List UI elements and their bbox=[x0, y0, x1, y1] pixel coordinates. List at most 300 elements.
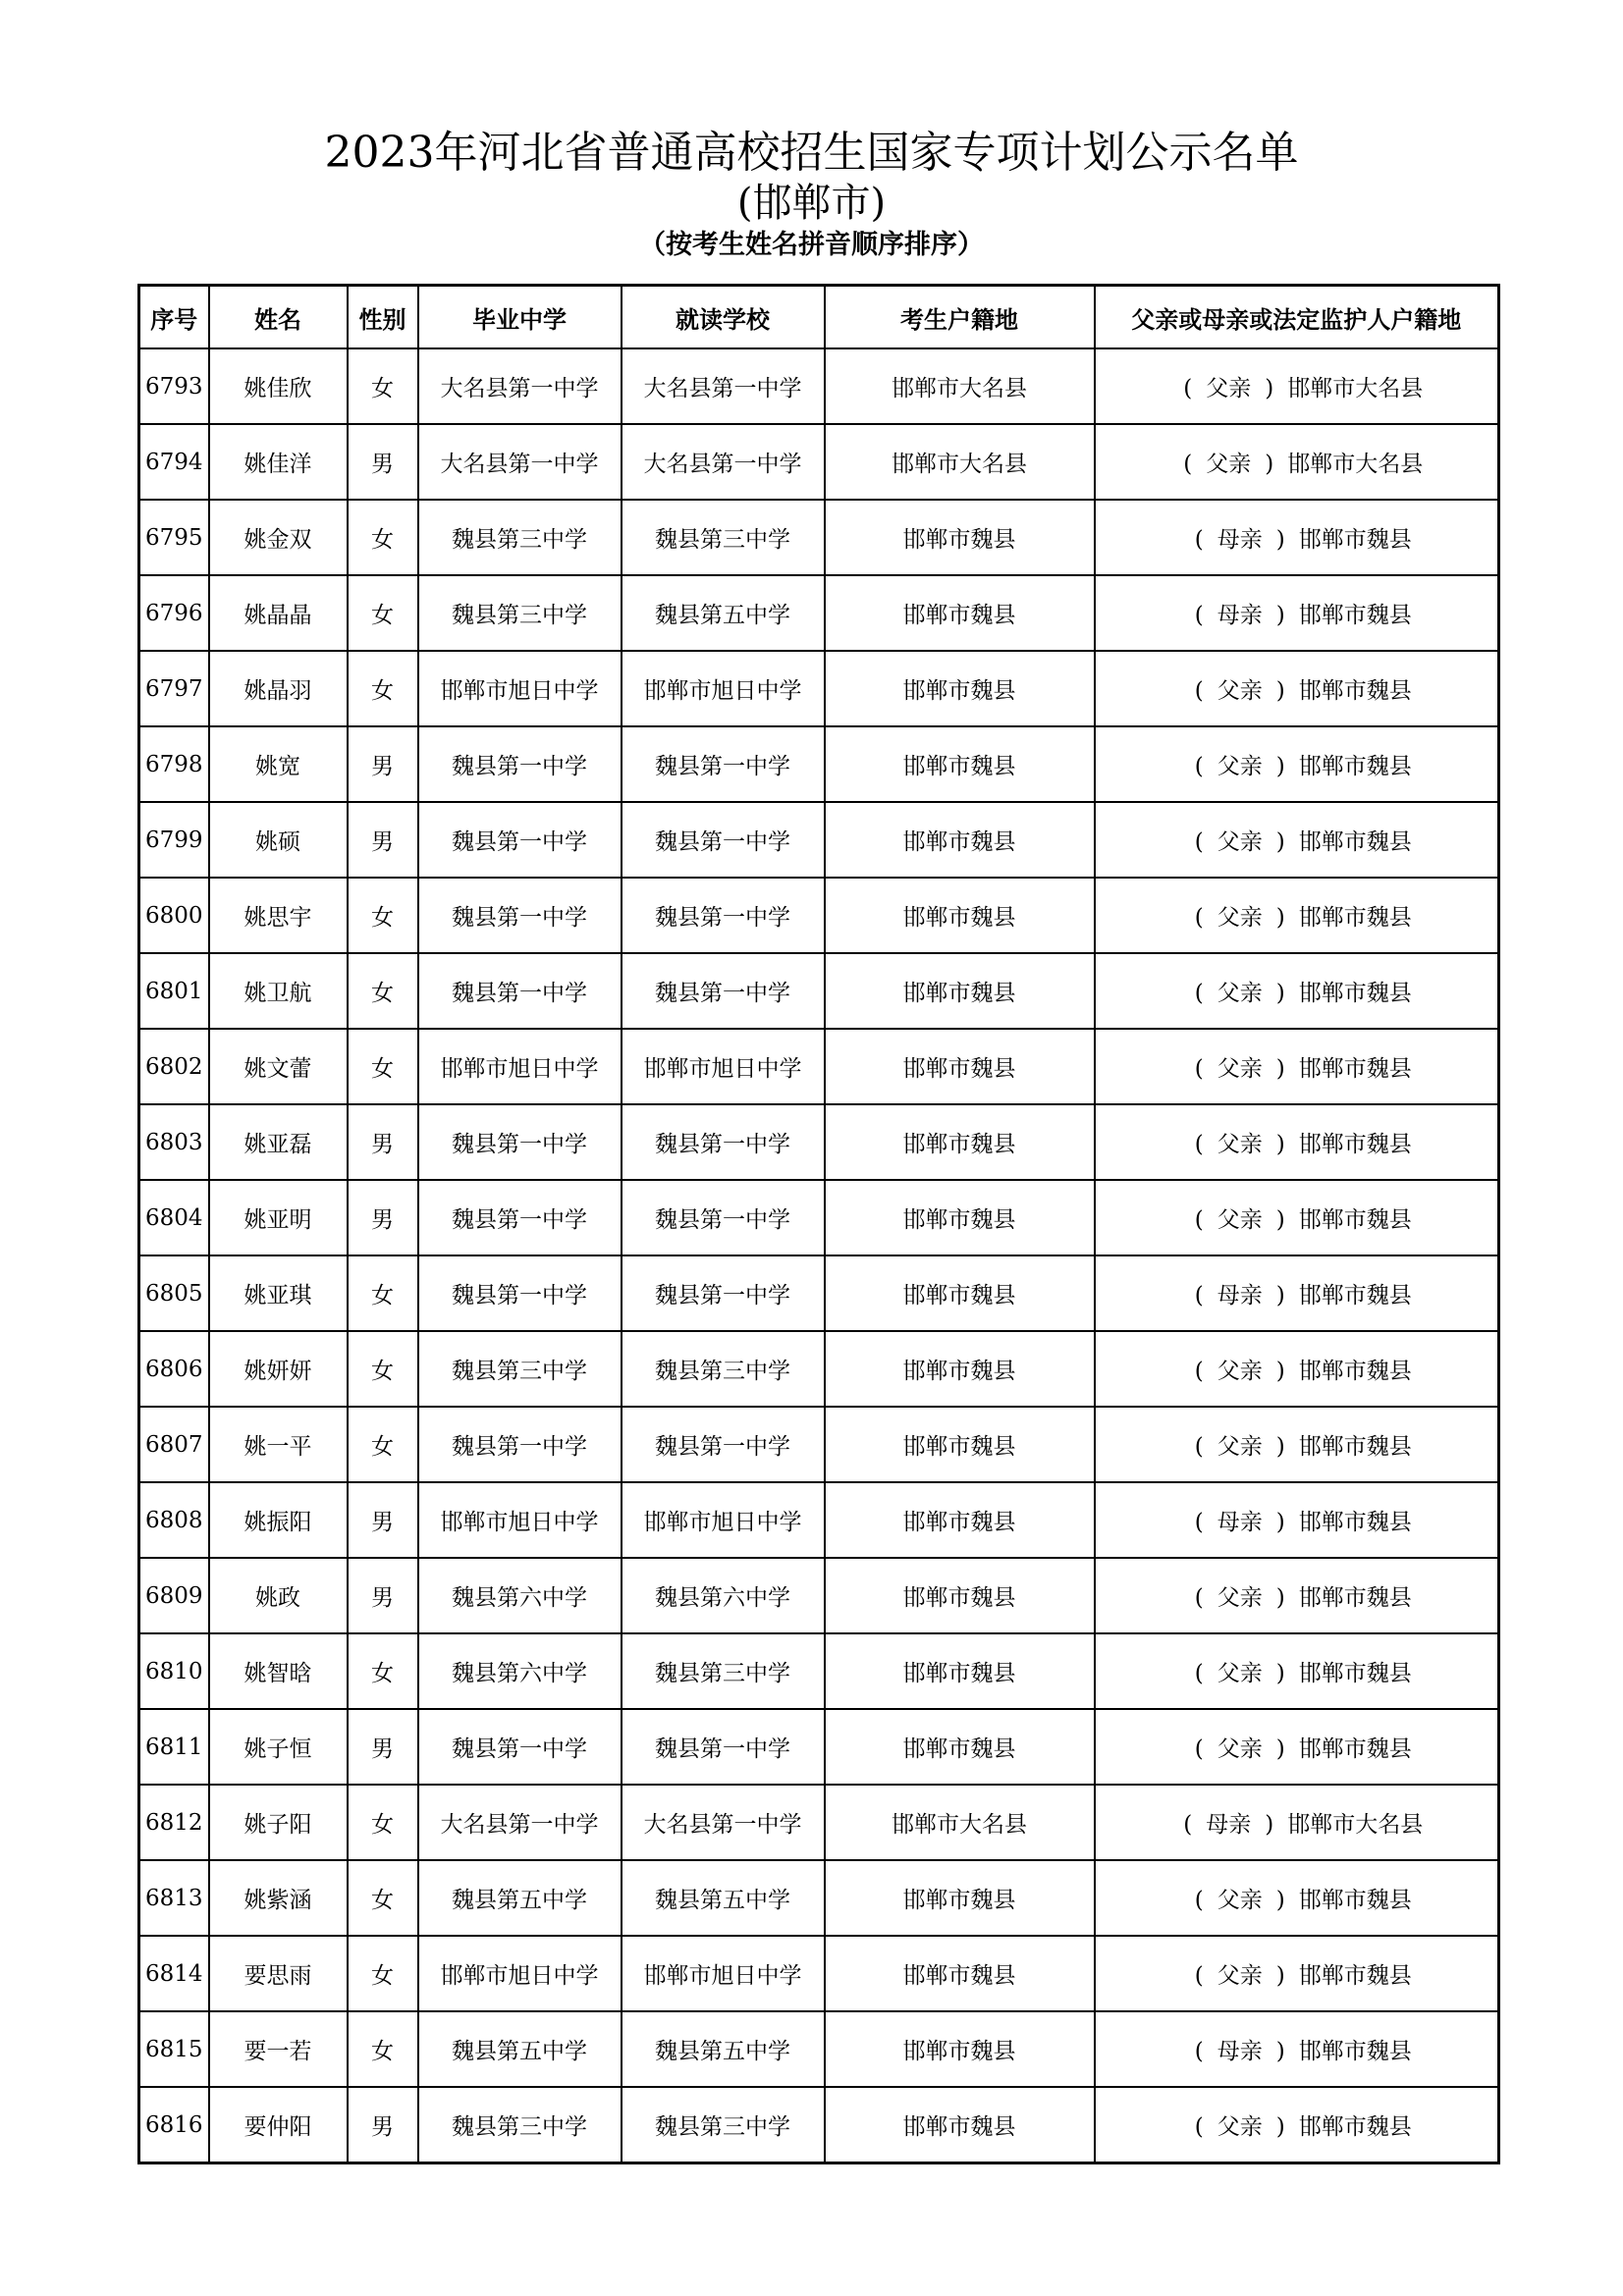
guardian-relation: 父亲 bbox=[1217, 1056, 1263, 1082]
open-paren: ( bbox=[1194, 754, 1204, 779]
cell-guardian bbox=[1095, 348, 1499, 424]
cell-grad-school: 大名县第一中学 bbox=[418, 1785, 622, 1860]
cell-guardian bbox=[1095, 1785, 1499, 1860]
cell-name: 姚振阳 bbox=[209, 1482, 348, 1558]
cell-residence: 邯郸市魏县 bbox=[825, 1029, 1095, 1104]
cell-guardian bbox=[1095, 1331, 1499, 1407]
cell-no: 6811 bbox=[139, 1709, 209, 1785]
cell-name: 姚文蕾 bbox=[209, 1029, 348, 1104]
cell-gender: 女 bbox=[348, 1936, 418, 2011]
guardian-relation: 母亲 bbox=[1217, 1283, 1263, 1308]
table-row bbox=[139, 651, 1499, 726]
cell-name: 姚一平 bbox=[209, 1407, 348, 1482]
open-paren: ( bbox=[1194, 1585, 1204, 1611]
cell-guardian bbox=[1095, 1633, 1499, 1709]
cell-grad-school: 邯郸市旭日中学 bbox=[418, 1029, 622, 1104]
open-paren: ( bbox=[1194, 829, 1204, 855]
cell-guardian bbox=[1095, 1482, 1499, 1558]
open-paren: ( bbox=[1194, 1132, 1204, 1157]
table-row bbox=[139, 1255, 1499, 1331]
cell-guardian bbox=[1095, 651, 1499, 726]
cell-grad-school: 魏县第一中学 bbox=[418, 1180, 622, 1255]
cell-no: 6807 bbox=[139, 1407, 209, 1482]
guardian-relation: 父亲 bbox=[1217, 1359, 1263, 1384]
guardian-relation: 父亲 bbox=[1217, 1434, 1263, 1460]
close-paren: ) bbox=[1275, 829, 1285, 855]
open-paren: ( bbox=[1194, 905, 1204, 931]
table-row bbox=[139, 1482, 1499, 1558]
cell-study-school: 魏县第五中学 bbox=[622, 2011, 825, 2087]
cell-guardian bbox=[1095, 1860, 1499, 1936]
table-row bbox=[139, 1407, 1499, 1482]
guardian-place: 邯郸市魏县 bbox=[1298, 754, 1412, 779]
cell-guardian bbox=[1095, 1029, 1499, 1104]
cell-grad-school: 魏县第一中学 bbox=[418, 1255, 622, 1331]
cell-study-school: 魏县第一中学 bbox=[622, 1407, 825, 1482]
cell-residence: 邯郸市魏县 bbox=[825, 500, 1095, 575]
roster-body bbox=[139, 348, 1499, 2163]
close-paren: ) bbox=[1275, 678, 1285, 704]
cell-grad-school: 邯郸市旭日中学 bbox=[418, 1936, 622, 2011]
cell-study-school: 魏县第一中学 bbox=[622, 1180, 825, 1255]
guardian-place: 邯郸市大名县 bbox=[1287, 376, 1424, 401]
open-paren: ( bbox=[1194, 1510, 1204, 1535]
close-paren: ) bbox=[1275, 1888, 1285, 1913]
cell-name: 姚亚磊 bbox=[209, 1104, 348, 1180]
cell-study-school: 魏县第一中学 bbox=[622, 802, 825, 878]
cell-gender: 女 bbox=[348, 1029, 418, 1104]
cell-guardian bbox=[1095, 1104, 1499, 1180]
close-paren: ) bbox=[1275, 527, 1285, 553]
cell-name: 要思雨 bbox=[209, 1936, 348, 2011]
guardian-relation: 母亲 bbox=[1217, 527, 1263, 553]
guardian-place: 邯郸市魏县 bbox=[1298, 1888, 1412, 1913]
guardian-place: 邯郸市魏县 bbox=[1298, 2114, 1412, 2140]
cell-residence: 邯郸市魏县 bbox=[825, 1482, 1095, 1558]
guardian-place: 邯郸市魏县 bbox=[1298, 1585, 1412, 1611]
guardian-relation: 父亲 bbox=[1217, 1207, 1263, 1233]
guardian-relation: 父亲 bbox=[1217, 1132, 1263, 1157]
open-paren: ( bbox=[1194, 981, 1204, 1006]
guardian-relation: 母亲 bbox=[1217, 2039, 1263, 2064]
table-row bbox=[139, 1104, 1499, 1180]
cell-gender: 女 bbox=[348, 1785, 418, 1860]
cell-name: 姚政 bbox=[209, 1558, 348, 1633]
guardian-place: 邯郸市魏县 bbox=[1298, 829, 1412, 855]
cell-no: 6796 bbox=[139, 575, 209, 651]
cell-no: 6815 bbox=[139, 2011, 209, 2087]
close-paren: ) bbox=[1275, 1585, 1285, 1611]
cell-no: 6802 bbox=[139, 1029, 209, 1104]
table-row bbox=[139, 726, 1499, 802]
open-paren: ( bbox=[1194, 1661, 1204, 1686]
close-paren: ) bbox=[1275, 1963, 1285, 1989]
header-no: 序号 bbox=[139, 286, 209, 349]
cell-no: 6805 bbox=[139, 1255, 209, 1331]
cell-residence: 邯郸市魏县 bbox=[825, 1558, 1095, 1633]
open-paren: ( bbox=[1183, 452, 1193, 477]
cell-name: 姚金双 bbox=[209, 500, 348, 575]
guardian-relation: 父亲 bbox=[1217, 2114, 1263, 2140]
header-name: 姓名 bbox=[209, 286, 348, 349]
table-row bbox=[139, 1936, 1499, 2011]
open-paren: ( bbox=[1194, 1736, 1204, 1762]
cell-name: 姚佳欣 bbox=[209, 348, 348, 424]
open-paren: ( bbox=[1183, 1812, 1193, 1838]
document-subtitle: (邯郸市) bbox=[736, 181, 887, 226]
cell-gender: 女 bbox=[348, 1255, 418, 1331]
cell-name: 姚亚琪 bbox=[209, 1255, 348, 1331]
open-paren: ( bbox=[1194, 1056, 1204, 1082]
header-grad-school: 毕业中学 bbox=[418, 286, 622, 349]
guardian-relation: 父亲 bbox=[1217, 1661, 1263, 1686]
cell-no: 6799 bbox=[139, 802, 209, 878]
guardian-place: 邯郸市魏县 bbox=[1298, 1963, 1412, 1989]
cell-residence: 邯郸市大名县 bbox=[825, 348, 1095, 424]
cell-gender: 男 bbox=[348, 1104, 418, 1180]
guardian-relation: 父亲 bbox=[1217, 905, 1263, 931]
cell-residence: 邯郸市大名县 bbox=[825, 1785, 1095, 1860]
cell-no: 6816 bbox=[139, 2087, 209, 2163]
cell-gender: 女 bbox=[348, 348, 418, 424]
cell-gender: 男 bbox=[348, 726, 418, 802]
cell-name: 姚妍妍 bbox=[209, 1331, 348, 1407]
guardian-place: 邯郸市魏县 bbox=[1298, 1207, 1412, 1233]
table-row bbox=[139, 2087, 1499, 2163]
close-paren: ) bbox=[1275, 1056, 1285, 1082]
cell-grad-school: 魏县第一中学 bbox=[418, 726, 622, 802]
table-row bbox=[139, 878, 1499, 953]
cell-gender: 男 bbox=[348, 1558, 418, 1633]
cell-study-school: 邯郸市旭日中学 bbox=[622, 1482, 825, 1558]
cell-name: 姚晶晶 bbox=[209, 575, 348, 651]
cell-guardian bbox=[1095, 878, 1499, 953]
guardian-place: 邯郸市魏县 bbox=[1298, 1359, 1412, 1384]
cell-guardian bbox=[1095, 1255, 1499, 1331]
guardian-relation: 父亲 bbox=[1217, 1963, 1263, 1989]
cell-no: 6797 bbox=[139, 651, 209, 726]
open-paren: ( bbox=[1194, 1359, 1204, 1384]
table-row bbox=[139, 2011, 1499, 2087]
table-row bbox=[139, 1633, 1499, 1709]
cell-no: 6803 bbox=[139, 1104, 209, 1180]
close-paren: ) bbox=[1275, 2114, 1285, 2140]
cell-grad-school: 魏县第五中学 bbox=[418, 2011, 622, 2087]
cell-grad-school: 魏县第一中学 bbox=[418, 953, 622, 1029]
cell-gender: 男 bbox=[348, 2087, 418, 2163]
cell-study-school: 魏县第六中学 bbox=[622, 1558, 825, 1633]
cell-gender: 男 bbox=[348, 1482, 418, 1558]
open-paren: ( bbox=[1194, 527, 1204, 553]
cell-name: 姚佳洋 bbox=[209, 424, 348, 500]
cell-name: 姚硕 bbox=[209, 802, 348, 878]
table-row bbox=[139, 1331, 1499, 1407]
close-paren: ) bbox=[1275, 754, 1285, 779]
guardian-place: 邯郸市魏县 bbox=[1298, 1510, 1412, 1535]
cell-study-school: 魏县第三中学 bbox=[622, 1633, 825, 1709]
cell-residence: 邯郸市魏县 bbox=[825, 1255, 1095, 1331]
guardian-place: 邯郸市魏县 bbox=[1298, 2039, 1412, 2064]
cell-residence: 邯郸市魏县 bbox=[825, 1407, 1095, 1482]
cell-guardian bbox=[1095, 575, 1499, 651]
cell-grad-school: 大名县第一中学 bbox=[418, 424, 622, 500]
cell-residence: 邯郸市魏县 bbox=[825, 2087, 1095, 2163]
cell-guardian bbox=[1095, 953, 1499, 1029]
cell-study-school: 魏县第五中学 bbox=[622, 575, 825, 651]
guardian-relation: 父亲 bbox=[1206, 376, 1252, 401]
close-paren: ) bbox=[1275, 905, 1285, 931]
cell-guardian bbox=[1095, 802, 1499, 878]
close-paren: ) bbox=[1275, 2039, 1285, 2064]
cell-gender: 女 bbox=[348, 953, 418, 1029]
close-paren: ) bbox=[1265, 452, 1274, 477]
guardian-place: 邯郸市魏县 bbox=[1298, 905, 1412, 931]
cell-grad-school: 魏县第一中学 bbox=[418, 1709, 622, 1785]
cell-grad-school: 魏县第六中学 bbox=[418, 1633, 622, 1709]
cell-no: 6798 bbox=[139, 726, 209, 802]
cell-study-school: 邯郸市旭日中学 bbox=[622, 1936, 825, 2011]
cell-grad-school: 魏县第一中学 bbox=[418, 1407, 622, 1482]
cell-study-school: 魏县第一中学 bbox=[622, 878, 825, 953]
guardian-place: 邯郸市魏县 bbox=[1298, 527, 1412, 553]
guardian-relation: 父亲 bbox=[1217, 1585, 1263, 1611]
cell-residence: 邯郸市魏县 bbox=[825, 575, 1095, 651]
close-paren: ) bbox=[1275, 1434, 1285, 1460]
close-paren: ) bbox=[1275, 1510, 1285, 1535]
close-paren: ) bbox=[1265, 376, 1274, 401]
cell-name: 姚智晗 bbox=[209, 1633, 348, 1709]
open-paren: ( bbox=[1194, 1283, 1204, 1308]
table-row bbox=[139, 1029, 1499, 1104]
cell-guardian bbox=[1095, 726, 1499, 802]
guardian-relation: 母亲 bbox=[1206, 1812, 1252, 1838]
cell-study-school: 大名县第一中学 bbox=[622, 1785, 825, 1860]
cell-study-school: 魏县第一中学 bbox=[622, 726, 825, 802]
open-paren: ( bbox=[1194, 678, 1204, 704]
table-header-row bbox=[139, 286, 1499, 349]
open-paren: ( bbox=[1194, 2114, 1204, 2140]
guardian-place: 邯郸市魏县 bbox=[1298, 981, 1412, 1006]
cell-grad-school: 魏县第六中学 bbox=[418, 1558, 622, 1633]
cell-residence: 邯郸市魏县 bbox=[825, 726, 1095, 802]
open-paren: ( bbox=[1194, 603, 1204, 628]
cell-grad-school: 魏县第五中学 bbox=[418, 1860, 622, 1936]
close-paren: ) bbox=[1275, 1207, 1285, 1233]
guardian-place: 邯郸市魏县 bbox=[1298, 603, 1412, 628]
cell-gender: 女 bbox=[348, 2011, 418, 2087]
open-paren: ( bbox=[1194, 1963, 1204, 1989]
guardian-relation: 父亲 bbox=[1206, 452, 1252, 477]
close-paren: ) bbox=[1265, 1812, 1274, 1838]
close-paren: ) bbox=[1275, 603, 1285, 628]
cell-grad-school: 魏县第三中学 bbox=[418, 500, 622, 575]
cell-residence: 邯郸市魏县 bbox=[825, 1633, 1095, 1709]
close-paren: ) bbox=[1275, 1283, 1285, 1308]
open-paren: ( bbox=[1194, 2039, 1204, 2064]
cell-guardian bbox=[1095, 424, 1499, 500]
cell-no: 6793 bbox=[139, 348, 209, 424]
guardian-relation: 母亲 bbox=[1217, 1510, 1263, 1535]
cell-no: 6814 bbox=[139, 1936, 209, 2011]
cell-gender: 男 bbox=[348, 424, 418, 500]
table-row bbox=[139, 575, 1499, 651]
guardian-place: 邯郸市魏县 bbox=[1298, 1132, 1412, 1157]
cell-grad-school: 魏县第三中学 bbox=[418, 575, 622, 651]
cell-gender: 女 bbox=[348, 878, 418, 953]
cell-no: 6800 bbox=[139, 878, 209, 953]
cell-grad-school: 魏县第一中学 bbox=[418, 1104, 622, 1180]
document-title: 2023年河北省普通高校招生国家专项计划公示名单 bbox=[324, 128, 1299, 178]
cell-grad-school: 魏县第三中学 bbox=[418, 2087, 622, 2163]
close-paren: ) bbox=[1275, 1132, 1285, 1157]
cell-study-school: 魏县第一中学 bbox=[622, 1255, 825, 1331]
cell-residence: 邯郸市大名县 bbox=[825, 424, 1095, 500]
open-paren: ( bbox=[1194, 1434, 1204, 1460]
cell-residence: 邯郸市魏县 bbox=[825, 953, 1095, 1029]
table-row bbox=[139, 1860, 1499, 1936]
cell-gender: 男 bbox=[348, 1180, 418, 1255]
cell-residence: 邯郸市魏县 bbox=[825, 1709, 1095, 1785]
guardian-relation: 父亲 bbox=[1217, 1736, 1263, 1762]
cell-name: 姚紫涵 bbox=[209, 1860, 348, 1936]
guardian-place: 邯郸市魏县 bbox=[1298, 1434, 1412, 1460]
cell-name: 姚宽 bbox=[209, 726, 348, 802]
cell-name: 姚思宇 bbox=[209, 878, 348, 953]
cell-guardian bbox=[1095, 2011, 1499, 2087]
table-row bbox=[139, 1785, 1499, 1860]
guardian-place: 邯郸市大名县 bbox=[1287, 1812, 1424, 1838]
cell-grad-school: 邯郸市旭日中学 bbox=[418, 1482, 622, 1558]
guardian-relation: 父亲 bbox=[1217, 829, 1263, 855]
cell-gender: 女 bbox=[348, 1331, 418, 1407]
cell-residence: 邯郸市魏县 bbox=[825, 1104, 1095, 1180]
cell-gender: 女 bbox=[348, 1860, 418, 1936]
cell-gender: 女 bbox=[348, 651, 418, 726]
cell-residence: 邯郸市魏县 bbox=[825, 1331, 1095, 1407]
cell-residence: 邯郸市魏县 bbox=[825, 2011, 1095, 2087]
cell-residence: 邯郸市魏县 bbox=[825, 1180, 1095, 1255]
close-paren: ) bbox=[1275, 1736, 1285, 1762]
cell-no: 6794 bbox=[139, 424, 209, 500]
cell-study-school: 魏县第一中学 bbox=[622, 1104, 825, 1180]
cell-grad-school: 大名县第一中学 bbox=[418, 348, 622, 424]
guardian-place: 邯郸市魏县 bbox=[1298, 1056, 1412, 1082]
cell-name: 姚亚明 bbox=[209, 1180, 348, 1255]
cell-name: 姚卫航 bbox=[209, 953, 348, 1029]
cell-grad-school: 邯郸市旭日中学 bbox=[418, 651, 622, 726]
cell-no: 6812 bbox=[139, 1785, 209, 1860]
header-residence: 考生户籍地 bbox=[825, 286, 1095, 349]
cell-name: 姚晶羽 bbox=[209, 651, 348, 726]
cell-study-school: 魏县第一中学 bbox=[622, 953, 825, 1029]
sort-note: （按考生姓名拼音顺序排序） bbox=[639, 230, 984, 260]
guardian-place: 邯郸市大名县 bbox=[1287, 452, 1424, 477]
header-guardian: 父亲或母亲或法定监护人户籍地 bbox=[1095, 286, 1499, 349]
table-row bbox=[139, 348, 1499, 424]
guardian-place: 邯郸市魏县 bbox=[1298, 678, 1412, 704]
header-gender: 性别 bbox=[348, 286, 418, 349]
guardian-relation: 父亲 bbox=[1217, 1888, 1263, 1913]
guardian-place: 邯郸市魏县 bbox=[1298, 1283, 1412, 1308]
cell-study-school: 魏县第五中学 bbox=[622, 1860, 825, 1936]
cell-residence: 邯郸市魏县 bbox=[825, 651, 1095, 726]
table-row bbox=[139, 500, 1499, 575]
cell-residence: 邯郸市魏县 bbox=[825, 1860, 1095, 1936]
open-paren: ( bbox=[1194, 1888, 1204, 1913]
cell-guardian bbox=[1095, 1558, 1499, 1633]
cell-name: 姚子阳 bbox=[209, 1785, 348, 1860]
table-row bbox=[139, 424, 1499, 500]
cell-guardian bbox=[1095, 1936, 1499, 2011]
cell-gender: 女 bbox=[348, 500, 418, 575]
cell-no: 6813 bbox=[139, 1860, 209, 1936]
cell-guardian bbox=[1095, 500, 1499, 575]
cell-residence: 邯郸市魏县 bbox=[825, 802, 1095, 878]
cell-name: 要一若 bbox=[209, 2011, 348, 2087]
guardian-place: 邯郸市魏县 bbox=[1298, 1736, 1412, 1762]
cell-grad-school: 魏县第一中学 bbox=[418, 878, 622, 953]
cell-study-school: 邯郸市旭日中学 bbox=[622, 651, 825, 726]
cell-no: 6810 bbox=[139, 1633, 209, 1709]
table-row bbox=[139, 1558, 1499, 1633]
cell-study-school: 魏县第三中学 bbox=[622, 500, 825, 575]
guardian-relation: 父亲 bbox=[1217, 981, 1263, 1006]
open-paren: ( bbox=[1183, 376, 1193, 401]
cell-no: 6806 bbox=[139, 1331, 209, 1407]
cell-gender: 男 bbox=[348, 1709, 418, 1785]
cell-guardian bbox=[1095, 1180, 1499, 1255]
cell-guardian bbox=[1095, 2087, 1499, 2163]
close-paren: ) bbox=[1275, 1661, 1285, 1686]
table-row bbox=[139, 1709, 1499, 1785]
guardian-relation: 父亲 bbox=[1217, 754, 1263, 779]
cell-name: 要仲阳 bbox=[209, 2087, 348, 2163]
cell-guardian bbox=[1095, 1407, 1499, 1482]
guardian-place: 邯郸市魏县 bbox=[1298, 1661, 1412, 1686]
cell-no: 6795 bbox=[139, 500, 209, 575]
cell-study-school: 大名县第一中学 bbox=[622, 348, 825, 424]
cell-gender: 男 bbox=[348, 802, 418, 878]
table-row bbox=[139, 802, 1499, 878]
cell-gender: 女 bbox=[348, 575, 418, 651]
cell-residence: 邯郸市魏县 bbox=[825, 878, 1095, 953]
cell-residence: 邯郸市魏县 bbox=[825, 1936, 1095, 2011]
table-row bbox=[139, 953, 1499, 1029]
guardian-relation: 母亲 bbox=[1217, 603, 1263, 628]
cell-no: 6801 bbox=[139, 953, 209, 1029]
cell-no: 6809 bbox=[139, 1558, 209, 1633]
cell-grad-school: 魏县第三中学 bbox=[418, 1331, 622, 1407]
cell-study-school: 大名县第一中学 bbox=[622, 424, 825, 500]
open-paren: ( bbox=[1194, 1207, 1204, 1233]
cell-study-school: 邯郸市旭日中学 bbox=[622, 1029, 825, 1104]
close-paren: ) bbox=[1275, 1359, 1285, 1384]
cell-study-school: 魏县第一中学 bbox=[622, 1709, 825, 1785]
cell-no: 6804 bbox=[139, 1180, 209, 1255]
guardian-relation: 父亲 bbox=[1217, 678, 1263, 704]
cell-grad-school: 魏县第一中学 bbox=[418, 802, 622, 878]
cell-study-school: 魏县第三中学 bbox=[622, 2087, 825, 2163]
cell-gender: 女 bbox=[348, 1407, 418, 1482]
table-row bbox=[139, 1180, 1499, 1255]
cell-no: 6808 bbox=[139, 1482, 209, 1558]
header-study-school: 就读学校 bbox=[622, 286, 825, 349]
cell-study-school: 魏县第三中学 bbox=[622, 1331, 825, 1407]
cell-guardian bbox=[1095, 1709, 1499, 1785]
cell-name: 姚子恒 bbox=[209, 1709, 348, 1785]
roster-table bbox=[137, 284, 1500, 2164]
cell-gender: 女 bbox=[348, 1633, 418, 1709]
